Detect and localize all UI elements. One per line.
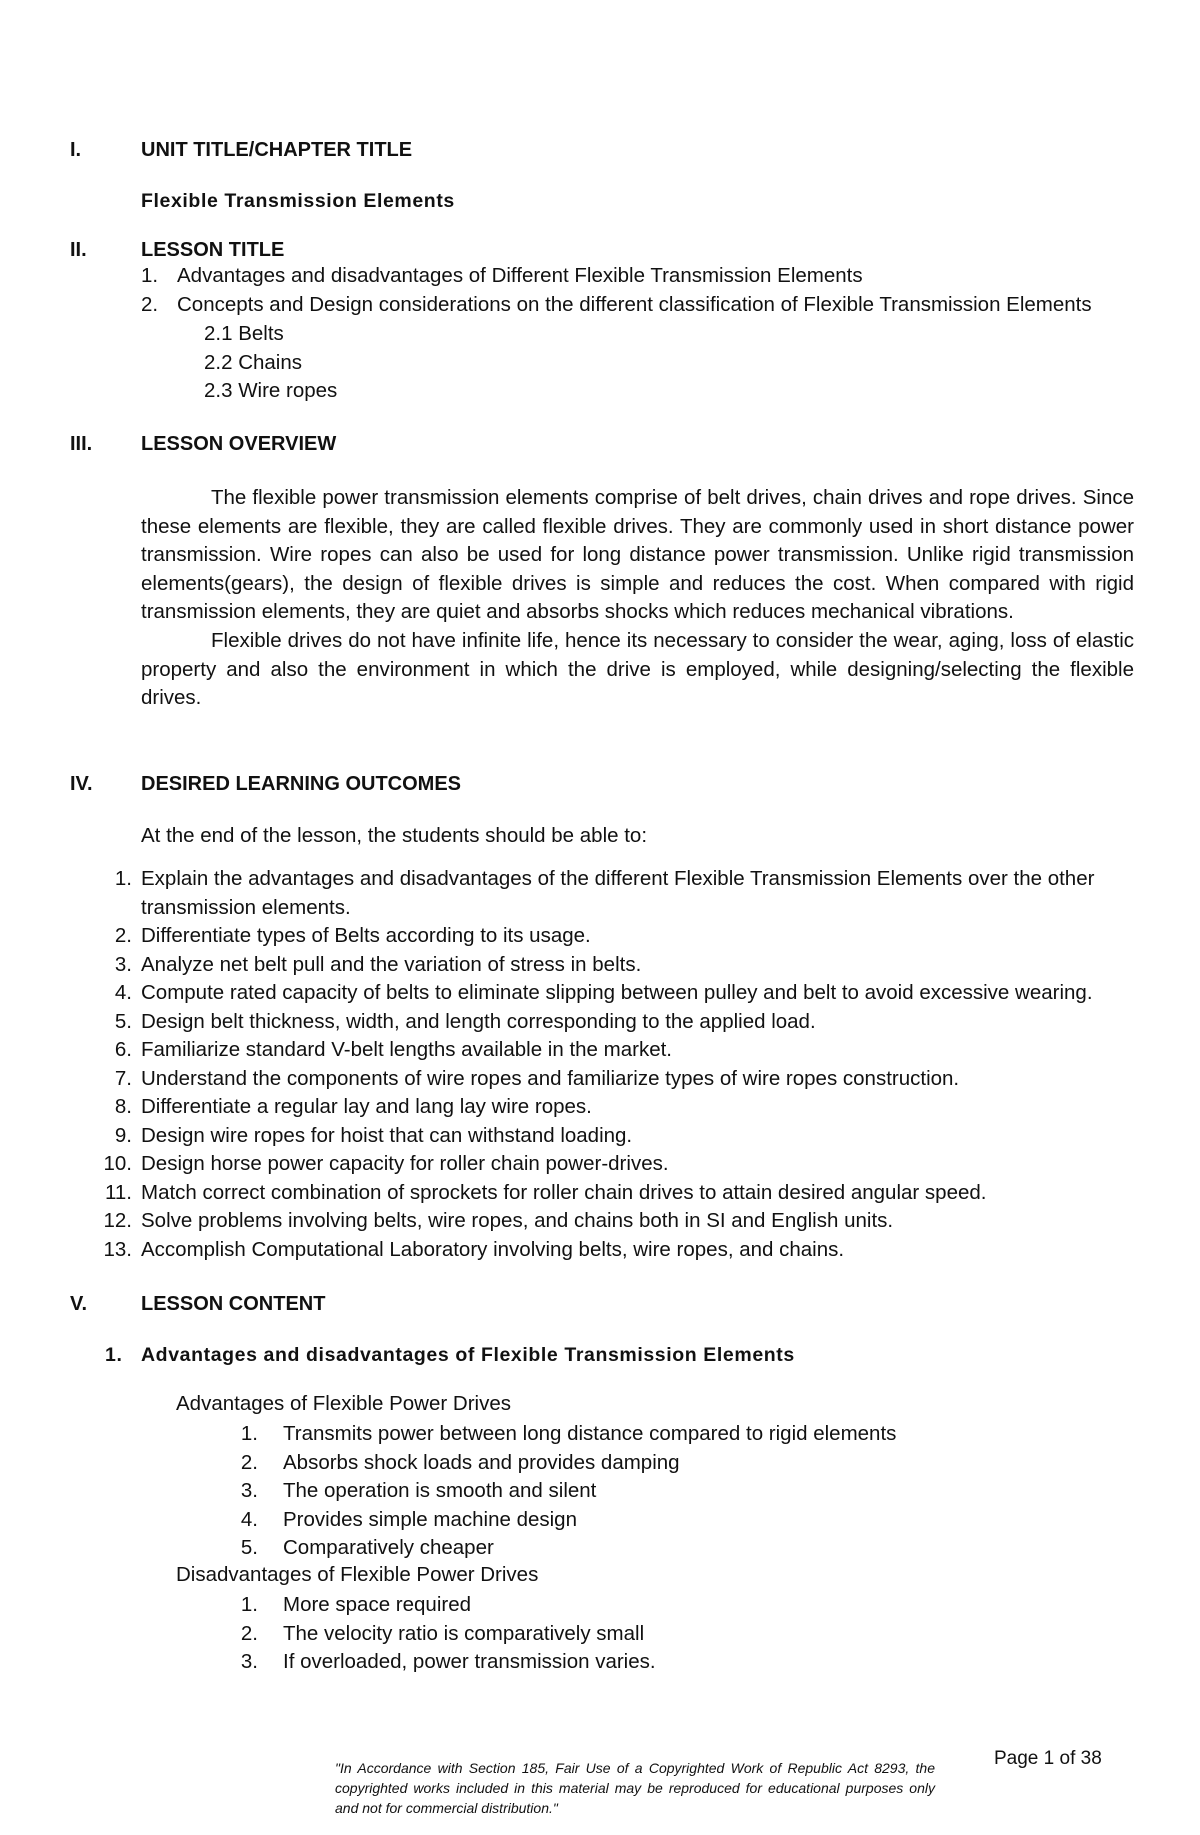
list-item: 2.2 Chains: [204, 350, 303, 374]
list-item: 3. If overloaded, power transmission varies.: [240, 1650, 656, 1674]
list-item: 2.1 Belts: [204, 322, 284, 345]
advantages-title: Advantages of Flexible Power Drives: [176, 1392, 511, 1415]
content-subsection-heading: Advantages and disadvantages of Flexible Transmission Elements: [141, 1344, 795, 1366]
section-5-numeral: V.: [70, 1293, 88, 1315]
list-item: 3. Analyze net belt pull and the variation of stress in belts.: [114, 952, 642, 976]
overview-text: [141, 484, 1134, 713]
page-number: Page 1 of 38: [994, 1748, 1102, 1769]
list-item: 1. More space required: [240, 1593, 472, 1616]
list-item: 1. Transmits power between long distance compared to rigid elements: [240, 1422, 897, 1445]
list-item: 8. Differentiate a regular lay and lang lay wire ropes.: [114, 1095, 592, 1118]
list-item: 2. Absorbs shock loads and provides damping: [240, 1450, 680, 1474]
list-item: 9. Design wire ropes for hoist that can withstand loading.: [114, 1123, 633, 1147]
list-item: 11. Match correct combination of sprockets for roller chain drives to attain desired angular speed.: [105, 1180, 987, 1204]
list-item: 3. The operation is smooth and silent: [240, 1479, 597, 1503]
list-item: 2.3 Wire ropes: [204, 379, 338, 403]
list-item-continuation: transmission elements.: [141, 895, 351, 919]
overview-paragraph-1: The flexible power transmission elements comprise of belt drives, chain drives and rope drives. Since these elements are flexible, they are called flexible drives. They are commonly used in short distance power transmission. Wire ropes can also be used for long distance power transmission. Unlike rigid transmission elements(gears), the design of flexible drives is simple and reduces the cost. When compared with rigid transmission elements, they are quiet and absorbs shocks which reduces mechanical vibrations.: [141, 486, 1134, 624]
section-1-numeral: I.: [70, 139, 82, 161]
list-item: 2. The velocity ratio is comparatively small: [240, 1621, 645, 1645]
advantages-list: [236, 1420, 896, 1563]
section-1-heading: UNIT TITLE/CHAPTER TITLE: [141, 139, 413, 161]
list-item: 1. Advantages and disadvantages of Different Flexible Transmission Elements: [141, 264, 863, 287]
section-4-heading: DESIRED LEARNING OUTCOMES: [141, 773, 462, 795]
lesson-title-list: [141, 262, 1092, 319]
disadvantages-list: [236, 1591, 656, 1677]
section-3-numeral: III.: [70, 433, 93, 455]
list-item: 2. Differentiate types of Belts according to its usage.: [114, 924, 591, 947]
list-item: 4. Provides simple machine design: [240, 1507, 577, 1531]
list-item: 2. Concepts and Design considerations on the different classification of Flexible Transmission Elements: [141, 292, 1092, 316]
outcomes-list: [100, 865, 1094, 1264]
overview-paragraph-2: Flexible drives do not have infinite life, hence its necessary to consider the wear, aging, loss of elastic property and also the environment in which the drive is employed, while designing/selecting the flexible drives.: [141, 628, 1134, 710]
list-item: 7. Understand the components of wire ropes and familiarize types of wire ropes construction.: [114, 1066, 960, 1090]
list-item: 13. Accomplish Computational Laboratory involving belts, wire ropes, and chains.: [103, 1237, 845, 1261]
list-item: 5. Comparatively cheaper: [240, 1536, 494, 1560]
list-item: 4. Compute rated capacity of belts to eliminate slipping between pulley and belt to avoid excessive wearing.: [114, 981, 1093, 1004]
list-item: 6. Familiarize standard V-belt lengths available in the market.: [114, 1038, 672, 1061]
section-5-heading: LESSON CONTENT: [141, 1293, 326, 1315]
content-subsection-number: 1.: [105, 1344, 123, 1366]
section-2-heading: LESSON TITLE: [141, 239, 285, 261]
chapter-title: Flexible Transmission Elements: [141, 190, 455, 212]
list-item: 12. Solve problems involving belts, wire ropes, and chains both in SI and English units.: [103, 1209, 894, 1232]
list-item: 1. Explain the advantages and disadvantages of the different Flexible Transmission Elements over the other: [114, 867, 1095, 890]
list-item: 5. Design belt thickness, width, and length corresponding to the applied load.: [114, 1009, 816, 1033]
lesson-subtitle-list: [204, 320, 337, 406]
section-4-numeral: IV.: [70, 773, 93, 795]
section-2-numeral: II.: [70, 239, 87, 261]
outcomes-intro: At the end of the lesson, the students should be able to:: [141, 824, 648, 847]
section-3-heading: LESSON OVERVIEW: [141, 433, 337, 455]
disadvantages-title: Disadvantages of Flexible Power Drives: [176, 1563, 539, 1586]
list-item: 10. Design horse power capacity for roller chain power-drives.: [103, 1152, 669, 1175]
copyright-notice: "In Accordance with Section 185, Fair Use of a Copyrighted Work of Republic Act 8293, the copyrighted works included in this material may be reproduced for educational purposes only and not for commercial distribution.": [335, 1760, 935, 1816]
